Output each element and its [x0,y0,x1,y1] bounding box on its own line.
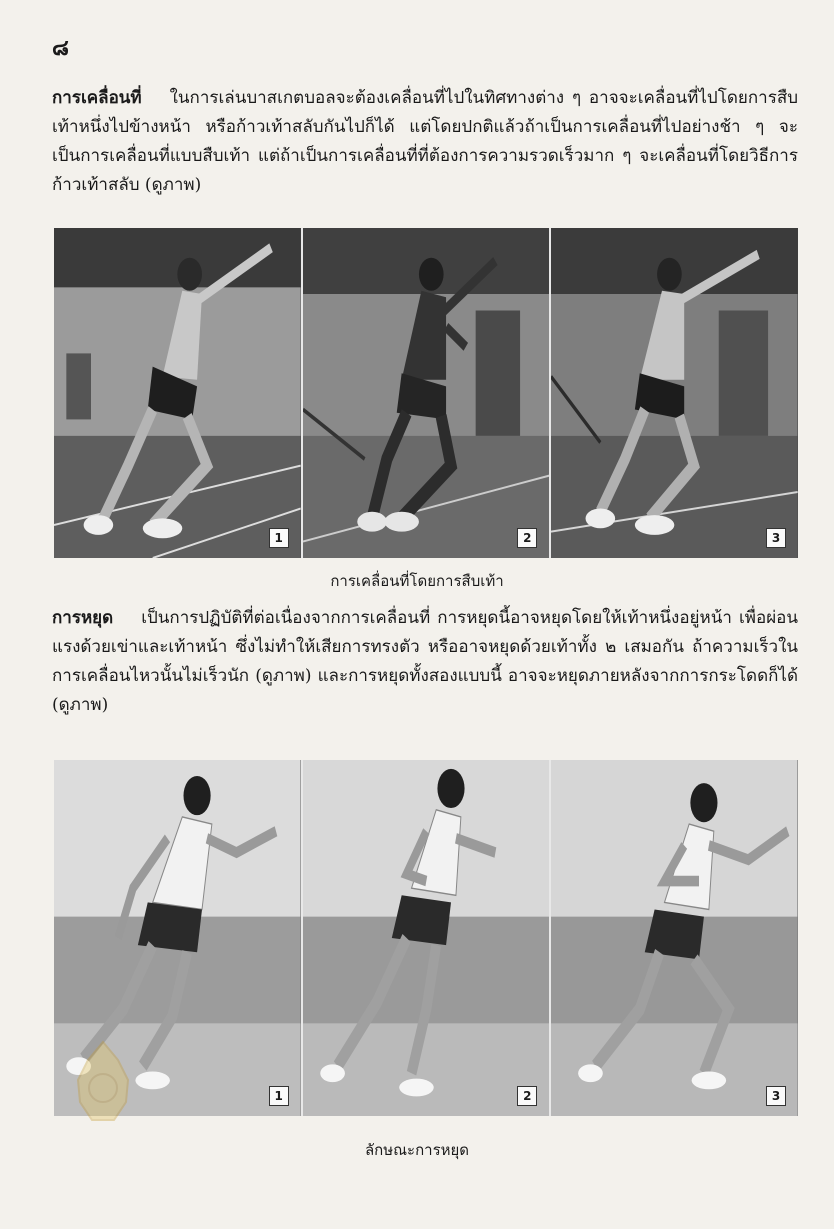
shuffle-photo-strip [54,228,798,558]
page-number: ๘ [52,35,69,61]
stop-caption: ลักษณะการหยุด [364,1141,470,1159]
stop-body: เป็นการปฏิบัติที่ต่อเนื่องจากการเคลื่อนที่ การหยุดนี้อาจหยุดโดยให้เท้าหนึ่งอยู่หน้า เพื่อผ่อนแรงด้วยเข่าและเท้าหน้า ซึ่งไม่ทำให้เสียการทรงตัว หรืออาจหยุดด้วยเท้าทั้ง ๒ เสมอกัน ถ้าความเร็วในการเคลื่อนไหวนั้นไม่เร็วนัก (ดูภาพ) และการหยุดทั้งสองแบบนี้ อาจจะหยุดภายหลังจากการกระโดดก็ได้ (ดูภาพ) [52,608,798,715]
shuffle-photo-frame [551,228,798,558]
frame-number: 1 [269,528,289,548]
frame-number: 3 [766,528,786,548]
frame-number: 1 [269,1086,289,1106]
frame-number: 2 [517,528,537,548]
movement-heading: การเคลื่อนที่ [52,88,142,108]
shuffle-photo-frame [303,228,552,558]
stop-heading: การหยุด [52,608,114,628]
movement-body: ในการเล่นบาสเกตบอลจะต้องเคลื่อนที่ไปในทิศทางต่าง ๆ อาจจะเคลื่อนที่ไปโดยการสืบเท้าหนึ่งไปข้างหน้า หรือก้าวเท้าสลับกันไปก็ได้ แต่โดยปกติแล้วถ้าเป็นการเคลื่อนที่ไปอย่างช้า ๆ จะเป็นการเคลื่อนที่แบบสืบเท้า แต่ถ้าเป็นการเคลื่อนที่ที่ต้องการความรวดเร็วมาก ๆ จะเคลื่อนที่โดยวิธีการก้าวเท้าสลับ (ดูภาพ) [52,88,798,195]
shuffle-caption: การเคลื่อนที่โดยการสืบเท้า [330,572,504,590]
movement-paragraph [52,84,798,200]
frame-number: 2 [517,1086,537,1106]
stop-photo-frame [303,760,552,1116]
library-seal-icon [70,1040,136,1126]
shuffle-photo-frame [54,228,303,558]
stop-photo-strip [54,760,798,1116]
stop-paragraph [52,604,798,720]
frame-number: 3 [766,1086,786,1106]
stop-photo-frame [551,760,798,1116]
